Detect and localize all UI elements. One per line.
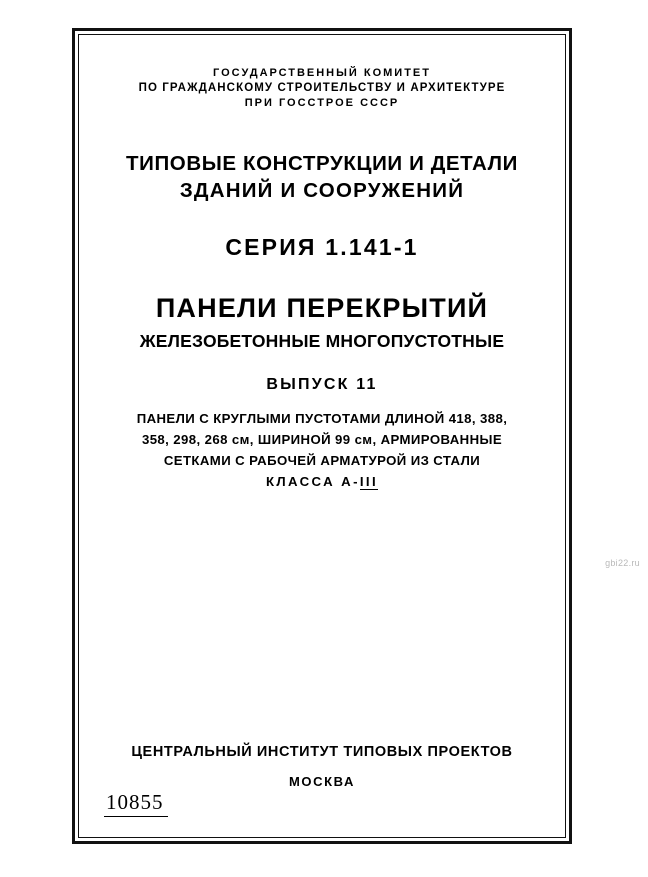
description-line-2: 358, 298, 268 см, ШИРИНОЙ 99 см, АРМИРОВАННЫЕ xyxy=(141,432,503,447)
description-block xyxy=(88,408,556,492)
description-line-1: ПАНЕЛИ С КРУГЛЫМИ ПУСТОТАМИ ДЛИНОЙ 418, 388, xyxy=(136,411,508,426)
sub-title: ЖЕЛЕЗОБЕТОННЫЕ МНОГОПУСТОТНЫЕ xyxy=(139,331,505,351)
description-line-3: СЕТКАМИ С РАБОЧЕЙ АРМАТУРОЙ ИЗ СТАЛИ xyxy=(163,453,481,468)
committee-line-1: ГОСУДАРСТВЕННЫЙ КОМИТЕТ xyxy=(213,67,431,79)
stamp-number: 10855 xyxy=(104,790,168,817)
description-line-4 xyxy=(88,471,556,492)
issue-number: ВЫПУСК 11 xyxy=(266,376,378,393)
steel-class-prefix: КЛАССА А- xyxy=(265,474,360,489)
document-title-line-1: ТИПОВЫЕ КОНСТРУКЦИИ И ДЕТАЛИ xyxy=(126,152,518,175)
main-title: ПАНЕЛИ ПЕРЕКРЫТИЙ xyxy=(155,293,489,323)
committee-line-2: ПО ГРАЖДАНСКОМУ СТРОИТЕЛЬСТВУ И АРХИТЕКТУРЕ xyxy=(138,82,506,94)
committee-line-3: ПРИ ГОССТРОЕ СССР xyxy=(244,97,400,109)
series-number: СЕРИЯ 1.141-1 xyxy=(225,234,419,260)
cover-content xyxy=(88,44,556,828)
title-block xyxy=(88,151,556,204)
watermark-text: gbi22.ru xyxy=(605,558,640,568)
steel-class-value: III xyxy=(359,474,379,489)
committee-block xyxy=(88,66,556,111)
publisher-block xyxy=(88,744,556,789)
document-title-line-2: ЗДАНИЙ И СООРУЖЕНИЙ xyxy=(179,179,465,202)
publisher-city: МОСКВА xyxy=(289,774,355,789)
publisher-institute: ЦЕНТРАЛЬНЫЙ ИНСТИТУТ ТИПОВЫХ ПРОЕКТОВ xyxy=(131,744,513,760)
